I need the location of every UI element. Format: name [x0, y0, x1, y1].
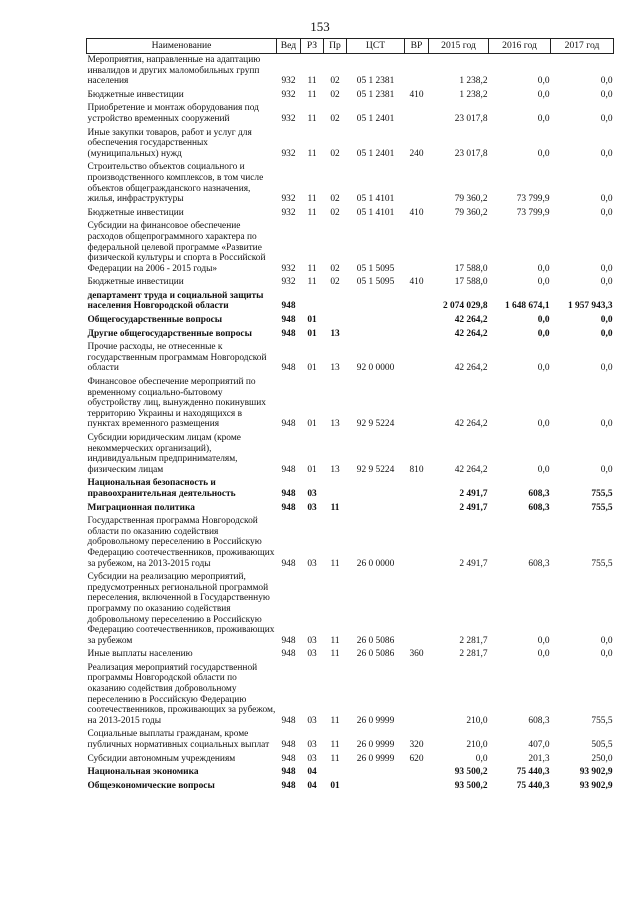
cell-vr: 410 — [409, 207, 424, 218]
cell-cst: 26 0 0000 — [356, 558, 395, 569]
cell-ved: 948 — [281, 488, 296, 499]
header-name: Наименование — [87, 39, 277, 54]
table-row — [87, 207, 614, 221]
cell-pr: 02 — [330, 148, 340, 159]
cell-rz: 04 — [307, 767, 317, 778]
cell-name: Приобретение и монтаж оборудования под устройство временных сооружений — [87, 103, 259, 124]
cell-2017: 0,0 — [600, 363, 613, 374]
cell-2015: 93 500,2 — [454, 767, 488, 778]
cell-rz: 01 — [307, 363, 317, 374]
cell-2017: 0,0 — [600, 635, 613, 646]
cell-2017: 93 902,9 — [579, 780, 613, 791]
cell-2016: 0,0 — [537, 89, 550, 100]
cell-2017: 250,0 — [591, 753, 613, 764]
cell-ved: 948 — [281, 502, 296, 513]
cell-2017: 93 902,9 — [579, 767, 613, 778]
cell-rz: 03 — [307, 715, 317, 726]
cell-2016: 0,0 — [537, 263, 550, 274]
cell-vr — [405, 766, 429, 780]
cell-2015: 23 017,8 — [454, 148, 488, 159]
cell-name: Другие общегосударственные вопросы — [87, 328, 252, 339]
cell-name: Субсидии на финансовое обеспечение расходов общепрограммного характера по федеральной целевой программе «Развитие физической культуры и спорта в Российской Федерации на 2006 - 2015 годы» — [87, 221, 266, 274]
cell-2017: 755,5 — [591, 488, 613, 499]
cell-2015: 42 264,2 — [454, 328, 488, 339]
cell-name: Национальная экономика — [87, 767, 199, 778]
cell-2015: 79 360,2 — [454, 194, 488, 205]
cell-vr — [405, 220, 429, 276]
cell-cst: 92 9 5224 — [356, 464, 395, 475]
cell-rz: 11 — [307, 76, 317, 87]
cell-2016: 201,3 — [528, 753, 550, 764]
cell-pr: 11 — [330, 715, 340, 726]
cell-2017: 0,0 — [600, 649, 613, 660]
cell-2017: 0,0 — [600, 263, 613, 274]
cell-rz: 11 — [307, 89, 317, 100]
cell-pr: 02 — [330, 194, 340, 205]
header-pr: Пр — [324, 39, 347, 54]
cell-vr — [405, 328, 429, 342]
cell-2016: 1 648 674,1 — [504, 301, 550, 312]
cell-vr — [405, 502, 429, 516]
cell-rz: 03 — [307, 753, 317, 764]
cell-name: Государственная программа Новгородской области по оказанию содействия добровольному переселению в Российскую Федерацию соотечественников, проживающих за рубежом, на 2013-2015 годы — [87, 516, 275, 569]
cell-name: Бюджетные инвестиции — [87, 277, 184, 288]
cell-2017: 0,0 — [600, 277, 613, 288]
cell-2016: 0,0 — [537, 464, 550, 475]
cell-vr — [405, 780, 429, 794]
cell-rz: 11 — [307, 113, 317, 124]
cell-pr: 11 — [330, 502, 340, 513]
table-row — [87, 127, 614, 162]
cell-name: Социальные выплаты гражданам, кроме публичных нормативных социальных выплат — [87, 729, 270, 751]
cell-rz — [301, 290, 324, 314]
cell-rz: 03 — [307, 649, 317, 660]
cell-vr — [405, 571, 429, 648]
cell-name: Субсидии автономным учреждениям — [87, 753, 236, 764]
cell-rz: 03 — [307, 488, 317, 499]
cell-2016: 73 799,9 — [516, 194, 550, 205]
cell-name: Прочие расходы, не отнесенные к государственным программам Новгородской области — [87, 342, 267, 374]
cell-ved: 932 — [281, 89, 296, 100]
cell-2015: 2 491,7 — [459, 558, 488, 569]
cell-pr: 02 — [330, 263, 340, 274]
cell-pr: 11 — [330, 753, 340, 764]
cell-2015: 42 264,2 — [454, 464, 488, 475]
header-2016: 2016 год — [489, 39, 551, 54]
cell-2015: 210,0 — [466, 715, 488, 726]
cell-name: Иные закупки товаров, работ и услуг для обеспечения государственных (муниципальных) нужд — [87, 127, 252, 159]
cell-vr: 410 — [409, 89, 424, 100]
cell-cst: 05 1 2401 — [356, 113, 395, 124]
cell-pr: 11 — [330, 558, 340, 569]
cell-cst: 92 0 0000 — [356, 363, 395, 374]
cell-cst — [347, 766, 405, 780]
cell-cst — [347, 502, 405, 516]
cell-2017: 0,0 — [600, 464, 613, 475]
cell-cst: 05 1 2401 — [356, 148, 395, 159]
cell-2016: 0,0 — [537, 113, 550, 124]
cell-rz: 11 — [307, 263, 317, 274]
cell-rz: 01 — [307, 328, 317, 339]
cell-vr — [405, 290, 429, 314]
cell-ved: 948 — [281, 328, 296, 339]
table-header-row — [87, 39, 614, 54]
cell-rz: 03 — [307, 558, 317, 569]
table-row — [87, 728, 614, 752]
cell-pr: 02 — [330, 277, 340, 288]
cell-name: Общегосударственные вопросы — [87, 315, 223, 326]
cell-2015: 42 264,2 — [454, 363, 488, 374]
cell-2017: 0,0 — [600, 419, 613, 430]
cell-vr — [405, 102, 429, 126]
cell-2016: 0,0 — [537, 363, 550, 374]
cell-rz: 03 — [307, 740, 317, 751]
cell-ved: 948 — [281, 649, 296, 660]
cell-name: Общеэкономические вопросы — [87, 780, 215, 791]
cell-ved: 932 — [281, 263, 296, 274]
cell-2016: 407,0 — [528, 740, 550, 751]
cell-vr — [405, 515, 429, 571]
table-row — [87, 780, 614, 794]
table-row — [87, 220, 614, 276]
cell-name: Субсидии юридическим лицам (кроме некоммерческих организаций), индивидуальным предпринимателям, физическим лицам — [87, 433, 241, 475]
cell-2016: 75 440,3 — [516, 780, 550, 791]
cell-pr: 13 — [330, 464, 340, 475]
cell-ved: 932 — [281, 113, 296, 124]
cell-vr: 320 — [409, 740, 424, 751]
table-row — [87, 432, 614, 477]
cell-2017: 0,0 — [600, 148, 613, 159]
cell-2016: 0,0 — [537, 328, 550, 339]
cell-rz: 01 — [307, 315, 317, 326]
cell-2016: 0,0 — [537, 277, 550, 288]
table-row — [87, 341, 614, 376]
cell-pr: 13 — [330, 419, 340, 430]
cell-pr: 01 — [330, 780, 340, 791]
table-row — [87, 328, 614, 342]
table-row — [87, 54, 614, 89]
table-row — [87, 376, 614, 432]
cell-rz: 01 — [307, 419, 317, 430]
table-body — [87, 54, 614, 794]
header-2015: 2015 год — [429, 39, 489, 54]
cell-2015: 1 238,2 — [459, 89, 488, 100]
cell-ved: 948 — [281, 740, 296, 751]
cell-2016: 0,0 — [537, 635, 550, 646]
cell-cst: 26 0 9999 — [356, 740, 395, 751]
cell-pr: 13 — [330, 328, 340, 339]
table-row — [87, 276, 614, 290]
cell-pr: 02 — [330, 113, 340, 124]
cell-ved: 948 — [281, 363, 296, 374]
cell-ved: 948 — [281, 635, 296, 646]
table-row — [87, 290, 614, 314]
cell-ved: 948 — [281, 301, 296, 312]
cell-cst — [347, 314, 405, 328]
cell-cst: 26 0 5086 — [356, 635, 395, 646]
cell-cst: 05 1 4101 — [356, 207, 395, 218]
cell-2017: 0,0 — [600, 315, 613, 326]
table-row — [87, 662, 614, 729]
table-row — [87, 502, 614, 516]
cell-2015: 2 491,7 — [459, 502, 488, 513]
cell-cst: 26 0 9999 — [356, 715, 395, 726]
cell-2016: 0,0 — [537, 419, 550, 430]
cell-pr: 02 — [330, 89, 340, 100]
cell-2017: 0,0 — [600, 194, 613, 205]
cell-2017: 0,0 — [600, 328, 613, 339]
cell-rz: 04 — [307, 780, 317, 791]
cell-name: Миграционная политика — [87, 502, 195, 513]
cell-2016: 0,0 — [537, 148, 550, 159]
cell-pr: 02 — [330, 76, 340, 87]
cell-name: Строительство объектов социального и производственного комплексов, в том числе объектов общегражданского назначения, жилья, инфраструктуры — [87, 162, 264, 205]
cell-vr — [405, 54, 429, 89]
cell-cst — [347, 780, 405, 794]
cell-2017: 0,0 — [600, 89, 613, 100]
table-row — [87, 571, 614, 648]
cell-rz: 11 — [307, 207, 317, 218]
header-cst: ЦСТ — [347, 39, 405, 54]
cell-2015: 2 281,7 — [459, 635, 488, 646]
cell-ved: 948 — [281, 767, 296, 778]
cell-cst: 92 9 5224 — [356, 419, 395, 430]
cell-pr — [324, 477, 347, 501]
cell-2017: 505,5 — [591, 740, 613, 751]
header-vr: ВР — [405, 39, 429, 54]
cell-name: Бюджетные инвестиции — [87, 89, 184, 100]
cell-2016: 608,3 — [528, 715, 550, 726]
cell-pr — [324, 314, 347, 328]
cell-2015: 2 491,7 — [459, 488, 488, 499]
cell-name: Субсидии на реализацию мероприятий, предусмотренных региональной программой переселения, включенной в Государственную программу по оказанию содействия добровольному переселению в Российскую Федерацию соотечественников, проживающих за рубежом — [87, 572, 275, 646]
cell-vr — [405, 161, 429, 206]
cell-2015: 0,0 — [475, 753, 488, 764]
cell-cst: 05 1 5095 — [356, 277, 395, 288]
cell-2015: 42 264,2 — [454, 419, 488, 430]
cell-name: Реализация мероприятий государственной программы Новгородской области по оказанию содействия добровольному переселению в Российскую Федерацию соотечественников, проживающих за рубежом, на 2013-2015 годы — [87, 662, 276, 726]
table-row — [87, 161, 614, 206]
cell-ved: 948 — [281, 464, 296, 475]
cell-2015: 17 588,0 — [454, 277, 488, 288]
cell-rz: 11 — [307, 277, 317, 288]
cell-name: Иные выплаты населению — [87, 649, 193, 660]
cell-pr: 11 — [330, 635, 340, 646]
cell-2017: 0,0 — [600, 76, 613, 87]
cell-name: Финансовое обеспечение мероприятий по временному социально-бытовому обустройству лиц, вынужденно покинувших территорию Украины и находящихся в пунктах временного размещения — [87, 377, 266, 430]
cell-vr — [405, 341, 429, 376]
cell-2016: 608,3 — [528, 488, 550, 499]
cell-2015: 93 500,2 — [454, 780, 488, 791]
cell-ved: 948 — [281, 780, 296, 791]
cell-cst: 26 0 5086 — [356, 649, 395, 660]
page-number: 153 — [310, 19, 330, 34]
cell-vr: 410 — [409, 277, 424, 288]
cell-name: Мероприятия, направленные на адаптацию инвалидов и других маломобильных групп населения — [87, 55, 261, 87]
cell-cst: 05 1 4101 — [356, 194, 395, 205]
cell-pr — [324, 290, 347, 314]
cell-cst: 05 1 2381 — [356, 76, 395, 87]
cell-2016: 73 799,9 — [516, 207, 550, 218]
cell-ved: 948 — [281, 419, 296, 430]
cell-ved: 932 — [281, 277, 296, 288]
cell-pr: 13 — [330, 363, 340, 374]
cell-2016: 608,3 — [528, 502, 550, 513]
cell-vr: 240 — [409, 148, 424, 159]
cell-vr: 620 — [409, 753, 424, 764]
table-row — [87, 477, 614, 501]
cell-pr — [324, 766, 347, 780]
cell-pr: 11 — [330, 649, 340, 660]
cell-rz: 11 — [307, 148, 317, 159]
cell-vr — [405, 314, 429, 328]
cell-ved: 932 — [281, 194, 296, 205]
cell-cst: 26 0 9999 — [356, 753, 395, 764]
cell-ved: 932 — [281, 207, 296, 218]
cell-2016: 608,3 — [528, 558, 550, 569]
cell-name: Национальная безопасность и правоохранительная деятельность — [87, 478, 236, 499]
cell-2015: 42 264,2 — [454, 315, 488, 326]
cell-cst: 05 1 2381 — [356, 89, 395, 100]
cell-2015: 23 017,8 — [454, 113, 488, 124]
cell-2015: 17 588,0 — [454, 263, 488, 274]
cell-ved: 948 — [281, 715, 296, 726]
cell-cst — [347, 328, 405, 342]
cell-ved: 948 — [281, 315, 296, 326]
cell-rz: 03 — [307, 502, 317, 513]
cell-vr — [405, 662, 429, 729]
cell-2017: 0,0 — [600, 207, 613, 218]
table-row — [87, 314, 614, 328]
cell-2015: 2 281,7 — [459, 649, 488, 660]
cell-2015: 1 238,2 — [459, 76, 488, 87]
cell-2015: 210,0 — [466, 740, 488, 751]
table-row — [87, 766, 614, 780]
table-row — [87, 102, 614, 126]
cell-name: Бюджетные инвестиции — [87, 207, 184, 218]
budget-table — [86, 38, 614, 793]
cell-pr: 11 — [330, 740, 340, 751]
cell-vr — [405, 477, 429, 501]
cell-ved: 948 — [281, 753, 296, 764]
cell-2016: 0,0 — [537, 76, 550, 87]
cell-rz: 11 — [307, 194, 317, 205]
cell-2016: 0,0 — [537, 649, 550, 660]
cell-rz: 01 — [307, 464, 317, 475]
header-ved: Вед — [277, 39, 301, 54]
cell-2017: 1 957 943,3 — [567, 301, 613, 312]
table-row — [87, 753, 614, 767]
cell-2017: 755,5 — [591, 715, 613, 726]
cell-2016: 0,0 — [537, 315, 550, 326]
table-row — [87, 89, 614, 103]
cell-ved: 932 — [281, 148, 296, 159]
cell-cst: 05 1 5095 — [356, 263, 395, 274]
cell-2017: 755,5 — [591, 558, 613, 569]
table-row — [87, 515, 614, 571]
cell-name: департамент труда и социальной защиты населения Новгородской области — [87, 290, 264, 312]
cell-cst — [347, 290, 405, 314]
cell-rz: 03 — [307, 635, 317, 646]
cell-2016: 75 440,3 — [516, 767, 550, 778]
cell-2015: 2 074 029,8 — [442, 301, 488, 312]
cell-2017: 755,5 — [591, 502, 613, 513]
cell-ved: 932 — [281, 76, 296, 87]
cell-cst — [347, 477, 405, 501]
cell-ved: 948 — [281, 558, 296, 569]
cell-2015: 79 360,2 — [454, 207, 488, 218]
cell-vr: 360 — [409, 649, 424, 660]
cell-pr: 02 — [330, 207, 340, 218]
table-row — [87, 648, 614, 662]
cell-vr: 810 — [409, 464, 424, 475]
cell-vr — [405, 376, 429, 432]
header-2017: 2017 год — [551, 39, 614, 54]
cell-2017: 0,0 — [600, 113, 613, 124]
header-rz: РЗ — [301, 39, 324, 54]
